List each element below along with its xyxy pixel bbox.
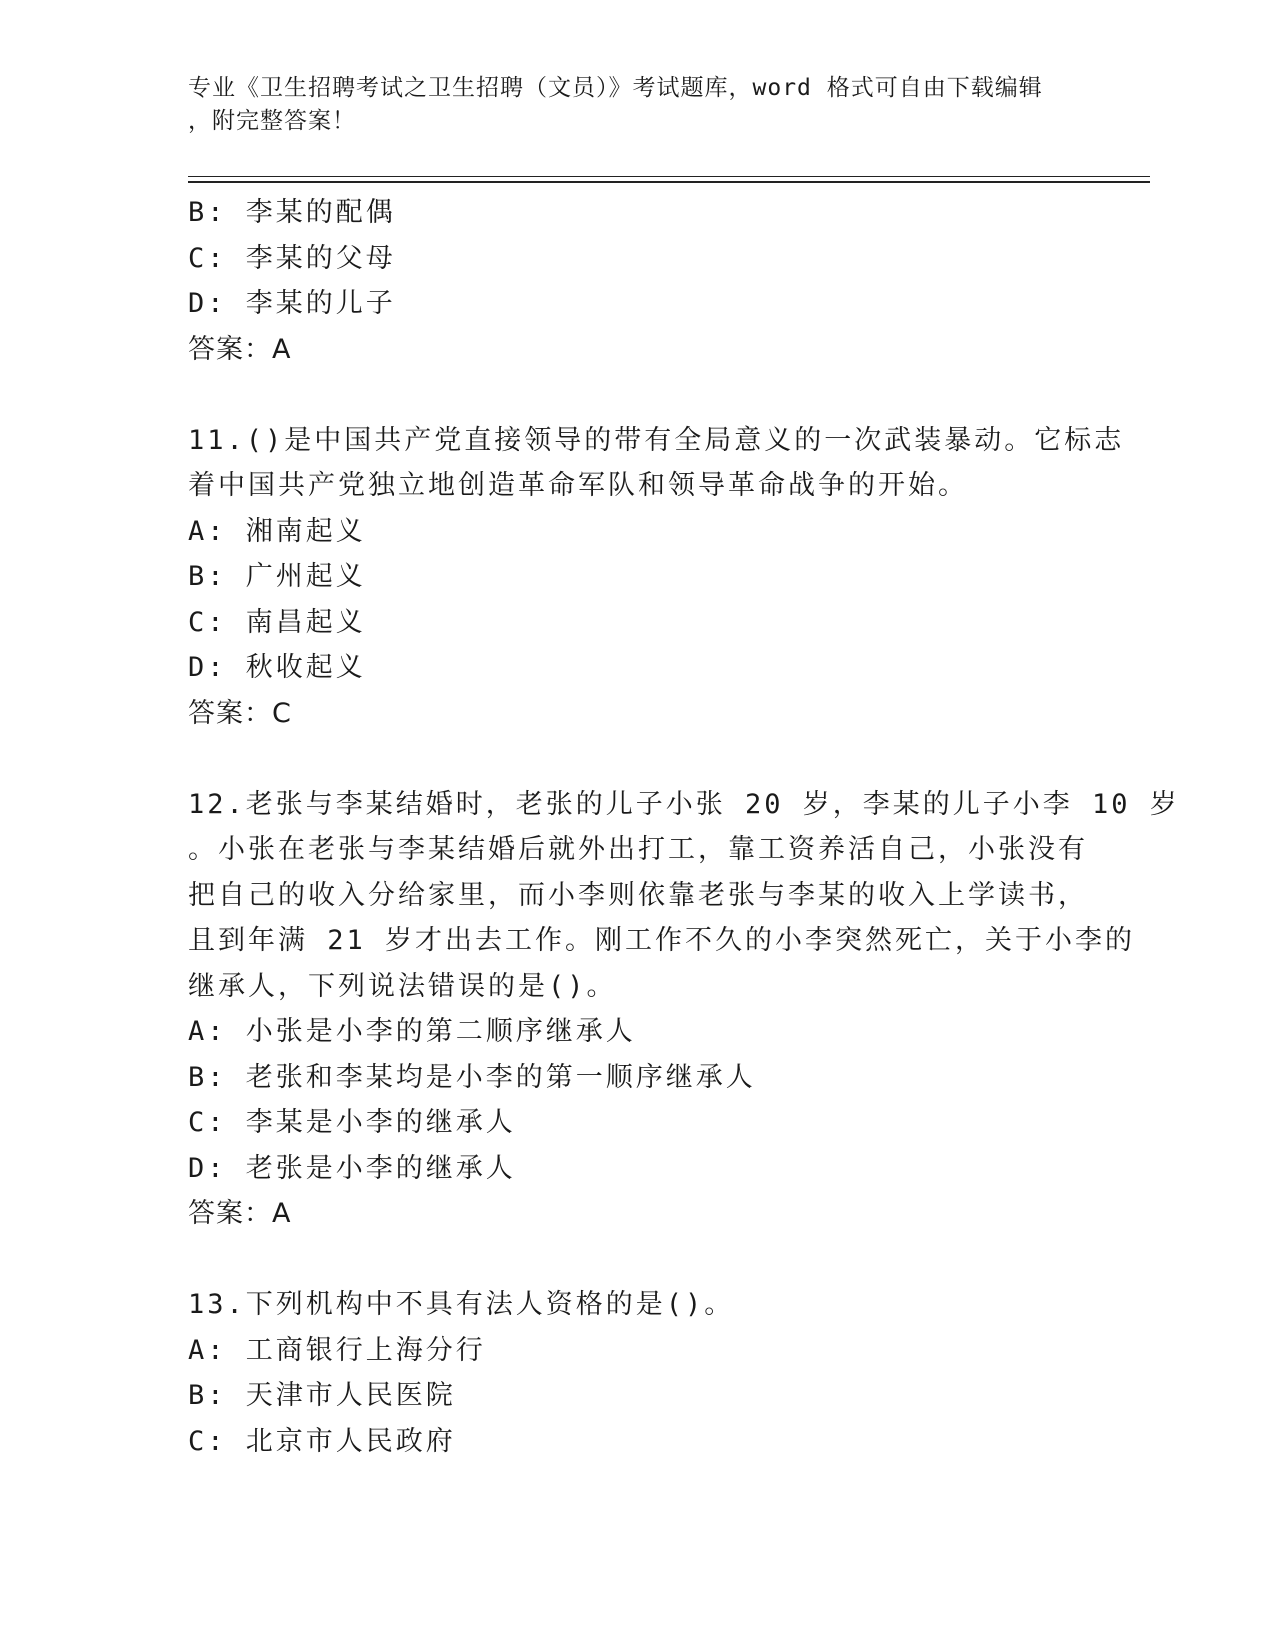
answer: 答案：A [188, 1198, 292, 1229]
question-text-line: 11.()是中国共产党直接领导的带有全局意义的一次武装暴动。它标志 [188, 424, 1125, 456]
option-b: B: 李某的配偶 [188, 197, 396, 228]
option-c: C: 南昌起义 [188, 606, 366, 638]
question-text-line: 13.下列机构中不具有法人资格的是()。 [188, 1289, 735, 1320]
question-text-line: 。小张在老张与李某结婚后就外出打工，靠工资养活自己，小张没有 [188, 834, 1088, 865]
header-line-2: ，附完整答案！ [188, 108, 356, 134]
option-d: D: 李某的儿子 [188, 288, 396, 319]
answer: 答案：C [188, 697, 292, 729]
option-d: D: 老张是小李的继承人 [188, 1152, 516, 1184]
option-c: C: 李某是小李的继承人 [188, 1107, 516, 1138]
option-a: A: 湘南起义 [188, 515, 366, 547]
document-header [188, 72, 1068, 138]
option-a: A: 工商银行上海分行 [188, 1334, 486, 1366]
question-12 [188, 782, 1180, 1237]
question-text-line: 把自己的收入分给家里，而小李则依靠老张与李某的收入上学读书， [188, 879, 1088, 911]
option-d: D: 秋收起义 [188, 652, 366, 683]
header-rule-thick [188, 181, 1150, 183]
question-text-line: 着中国共产党独立地创造革命军队和领导革命战争的开始。 [188, 470, 968, 501]
option-b: B: 广州起义 [188, 561, 366, 592]
option-b: B: 天津市人民医院 [188, 1380, 456, 1411]
option-a: A: 小张是小李的第二顺序继承人 [188, 1016, 636, 1047]
question-13 [188, 1282, 1088, 1464]
question-text-line: 12.老张与李某结婚时，老张的儿子小张 20 岁，李某的儿子小李 10 岁 [188, 788, 1180, 820]
spacer [188, 736, 1088, 782]
option-c: C: 李某的父母 [188, 242, 396, 274]
question-11 [188, 418, 1125, 737]
option-c: C: 北京市人民政府 [188, 1425, 456, 1457]
question-text-line: 且到年满 21 岁才出去工作。刚工作不久的小李突然死亡，关于小李的 [188, 925, 1136, 956]
answer: 答案：A [188, 333, 292, 365]
document-body [188, 190, 1180, 1464]
question-text-line: 继承人，下列说法错误的是()。 [188, 970, 617, 1002]
spacer [188, 1237, 1088, 1283]
option-b: B: 老张和李某均是小李的第一顺序继承人 [188, 1061, 756, 1093]
header-rule-thin [188, 176, 1150, 177]
prev-question [188, 190, 1088, 372]
spacer [188, 372, 1088, 418]
header-line-1: 专业《卫生招聘考试之卫生招聘（文员）》考试题库，word 格式可自由下载编辑 [188, 75, 1043, 101]
